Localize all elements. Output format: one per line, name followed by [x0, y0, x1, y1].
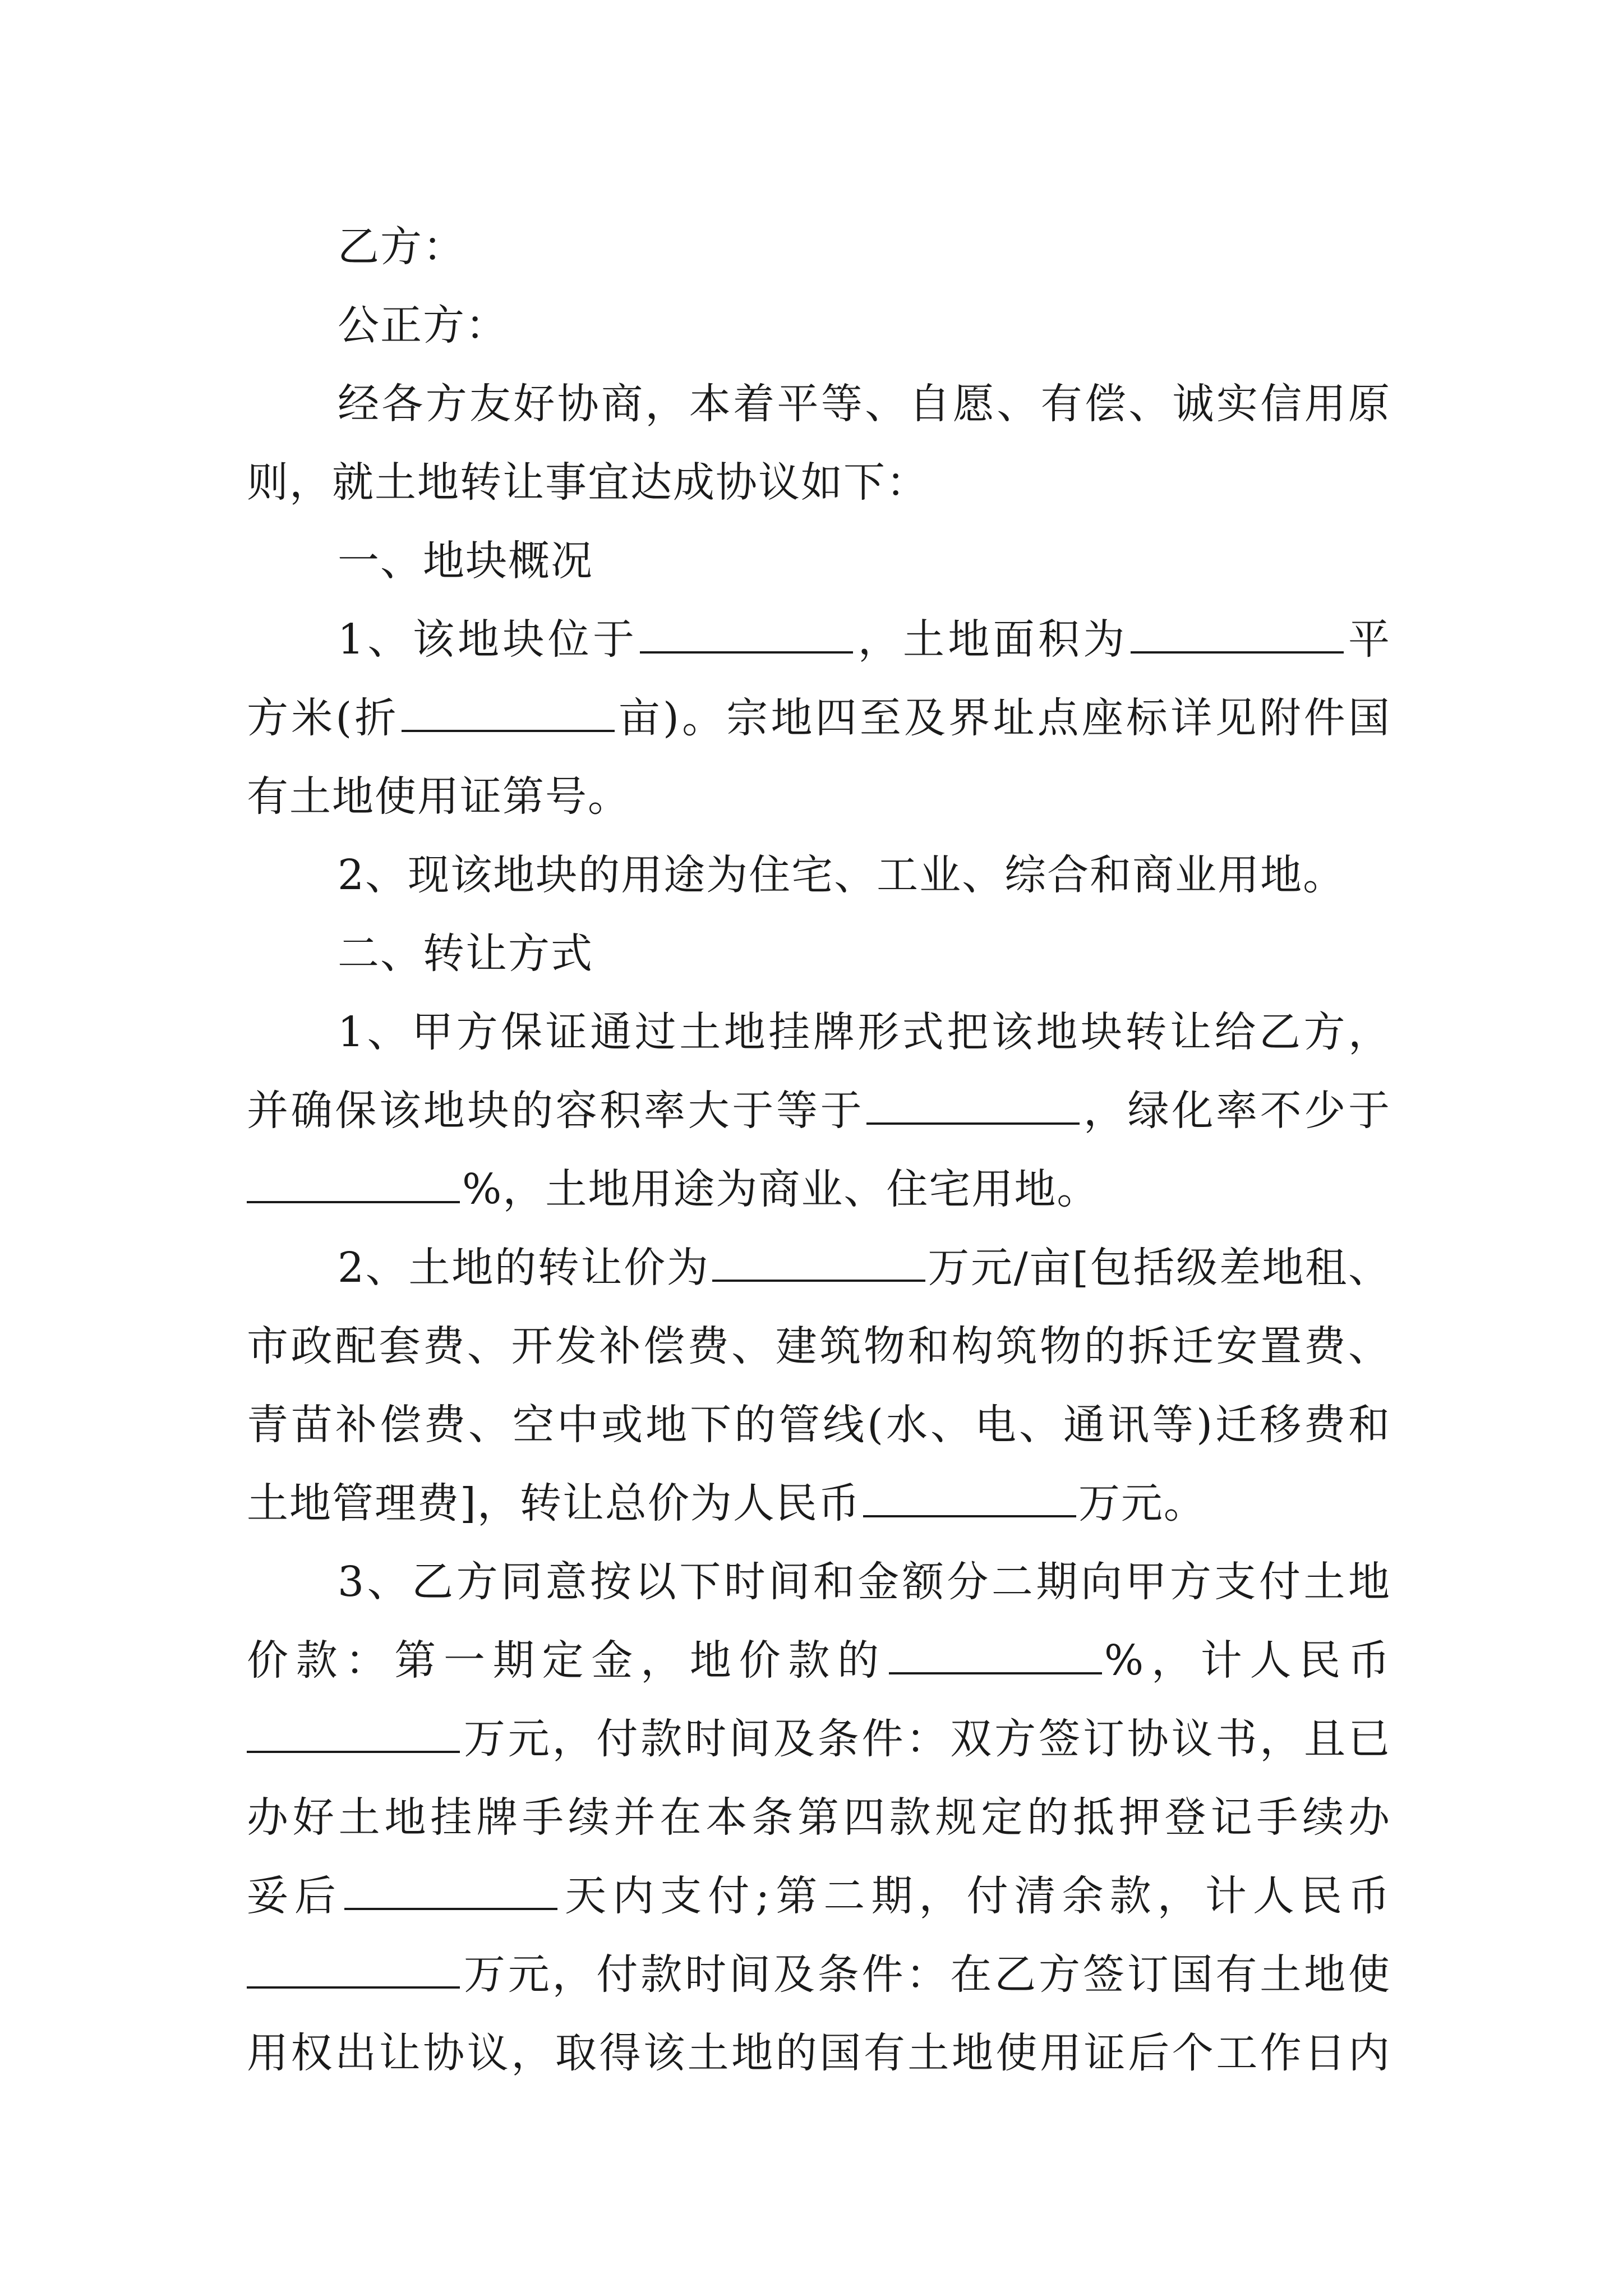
- clause-2-3-line-3: [247, 1708, 1391, 1770]
- text-segment: 1、甲方保证通过土地挂牌形式把该地块转让给乙方，: [338, 1008, 1391, 1056]
- preamble-line-1: [338, 373, 1391, 435]
- text-segment: 方米(折: [247, 694, 399, 742]
- text-segment: 一、地块概况: [338, 537, 593, 585]
- clause-2-2-line-2: [247, 1315, 1391, 1377]
- text-segment: 乙方：: [338, 223, 465, 271]
- clause-2-2-line-1: [338, 1237, 1391, 1299]
- fill-blank[interactable]: [247, 1714, 460, 1753]
- text-segment: ，土地面积为: [855, 615, 1128, 664]
- preamble-line-2: [247, 452, 1391, 513]
- clause-2-3-line-5: [247, 1865, 1391, 1927]
- fill-blank[interactable]: [866, 1085, 1080, 1125]
- clause-2-1-line-2: [247, 1080, 1391, 1142]
- clause-1-1-line-1: [338, 609, 1391, 670]
- section-heading-1: [338, 530, 1391, 592]
- clause-1-1-line-2: [247, 687, 1391, 749]
- clause-2-3-line-7: [247, 2022, 1391, 2084]
- clause-2-3-line-1: [338, 1551, 1391, 1613]
- fill-blank[interactable]: [344, 1871, 557, 1910]
- clause-2-3-line-6: [247, 1944, 1391, 2005]
- clause-2-3-line-4: [247, 1787, 1391, 1848]
- fill-blank[interactable]: [889, 1635, 1102, 1674]
- fill-blank[interactable]: [640, 614, 853, 654]
- text-segment: 天内支付;第二期，付清余款，计人民币: [560, 1872, 1391, 1920]
- clause-2-3-line-2: [247, 1630, 1391, 1691]
- text-segment: 万元。: [1078, 1479, 1206, 1527]
- text-segment: 经各方友好协商，本着平等、自愿、有偿、诚实信用原: [338, 380, 1391, 428]
- text-segment: 土地管理费]，转让总价为人民币: [247, 1479, 861, 1527]
- clause-2-2-line-4: [247, 1473, 1391, 1534]
- text-segment: 2、土地的转让价为: [338, 1244, 710, 1292]
- text-segment: 亩)。宗地四至及界址点座标详见附件国: [616, 694, 1391, 742]
- text-segment: 价款：第一期定金，地价款的: [247, 1636, 887, 1685]
- text-segment: 万元，付款时间及条件：双方签订协议书，且已: [462, 1715, 1391, 1763]
- section-heading-2: [338, 923, 1391, 984]
- fill-blank[interactable]: [863, 1478, 1076, 1517]
- text-segment: 平: [1345, 615, 1391, 664]
- text-segment: ，绿化率不少于: [1082, 1087, 1391, 1135]
- clause-2-1-line-1: [338, 1001, 1391, 1063]
- party-b-line: [338, 216, 1391, 278]
- text-segment: 则，就土地转让事宜达成协议如下：: [247, 458, 929, 507]
- notary-line: [338, 295, 1391, 356]
- text-segment: 公正方：: [338, 301, 508, 349]
- text-segment: 1、该地块位于: [338, 615, 638, 664]
- text-segment: 办好土地挂牌手续并在本条第四款规定的抵押登记手续办: [247, 1793, 1391, 1842]
- clause-1-2-line: [338, 844, 1391, 906]
- clause-1-1-line-3: [247, 766, 1391, 827]
- fill-blank[interactable]: [712, 1243, 925, 1282]
- fill-blank[interactable]: [247, 1949, 460, 1989]
- text-segment: 万元/亩[包括级差地租、: [927, 1244, 1391, 1292]
- text-segment: 市政配套费、开发补偿费、建筑物和构筑物的拆迁安置费、: [247, 1322, 1391, 1370]
- text-segment: 用权出让协议，取得该土地的国有土地使用证后个工作日内: [247, 2029, 1391, 2077]
- text-segment: 万元，付款时间及条件：在乙方签订国有土地使: [462, 1950, 1391, 1999]
- clause-2-2-line-3: [247, 1394, 1391, 1456]
- fill-blank[interactable]: [247, 1164, 460, 1203]
- text-segment: 青苗补偿费、空中或地下的管线(水、电、通讯等)迁移费和: [247, 1401, 1391, 1449]
- text-segment: 3、乙方同意按以下时间和金额分二期向甲方支付土地: [338, 1558, 1391, 1606]
- clause-2-1-line-3: [247, 1158, 1391, 1220]
- text-segment: 2、现该地块的用途为住宅、工业、综合和商业用地。: [338, 851, 1346, 899]
- text-segment: 二、转让方式: [338, 930, 593, 978]
- text-segment: %，计人民币: [1104, 1636, 1391, 1685]
- text-segment: 有土地使用证第号。: [247, 772, 630, 821]
- fill-blank[interactable]: [1131, 614, 1344, 654]
- text-segment: 并确保该地块的容积率大于等于: [247, 1087, 865, 1135]
- text-segment: 妥后: [247, 1872, 343, 1920]
- fill-blank[interactable]: [402, 693, 615, 732]
- text-segment: %，土地用途为商业、住宅用地。: [462, 1165, 1100, 1213]
